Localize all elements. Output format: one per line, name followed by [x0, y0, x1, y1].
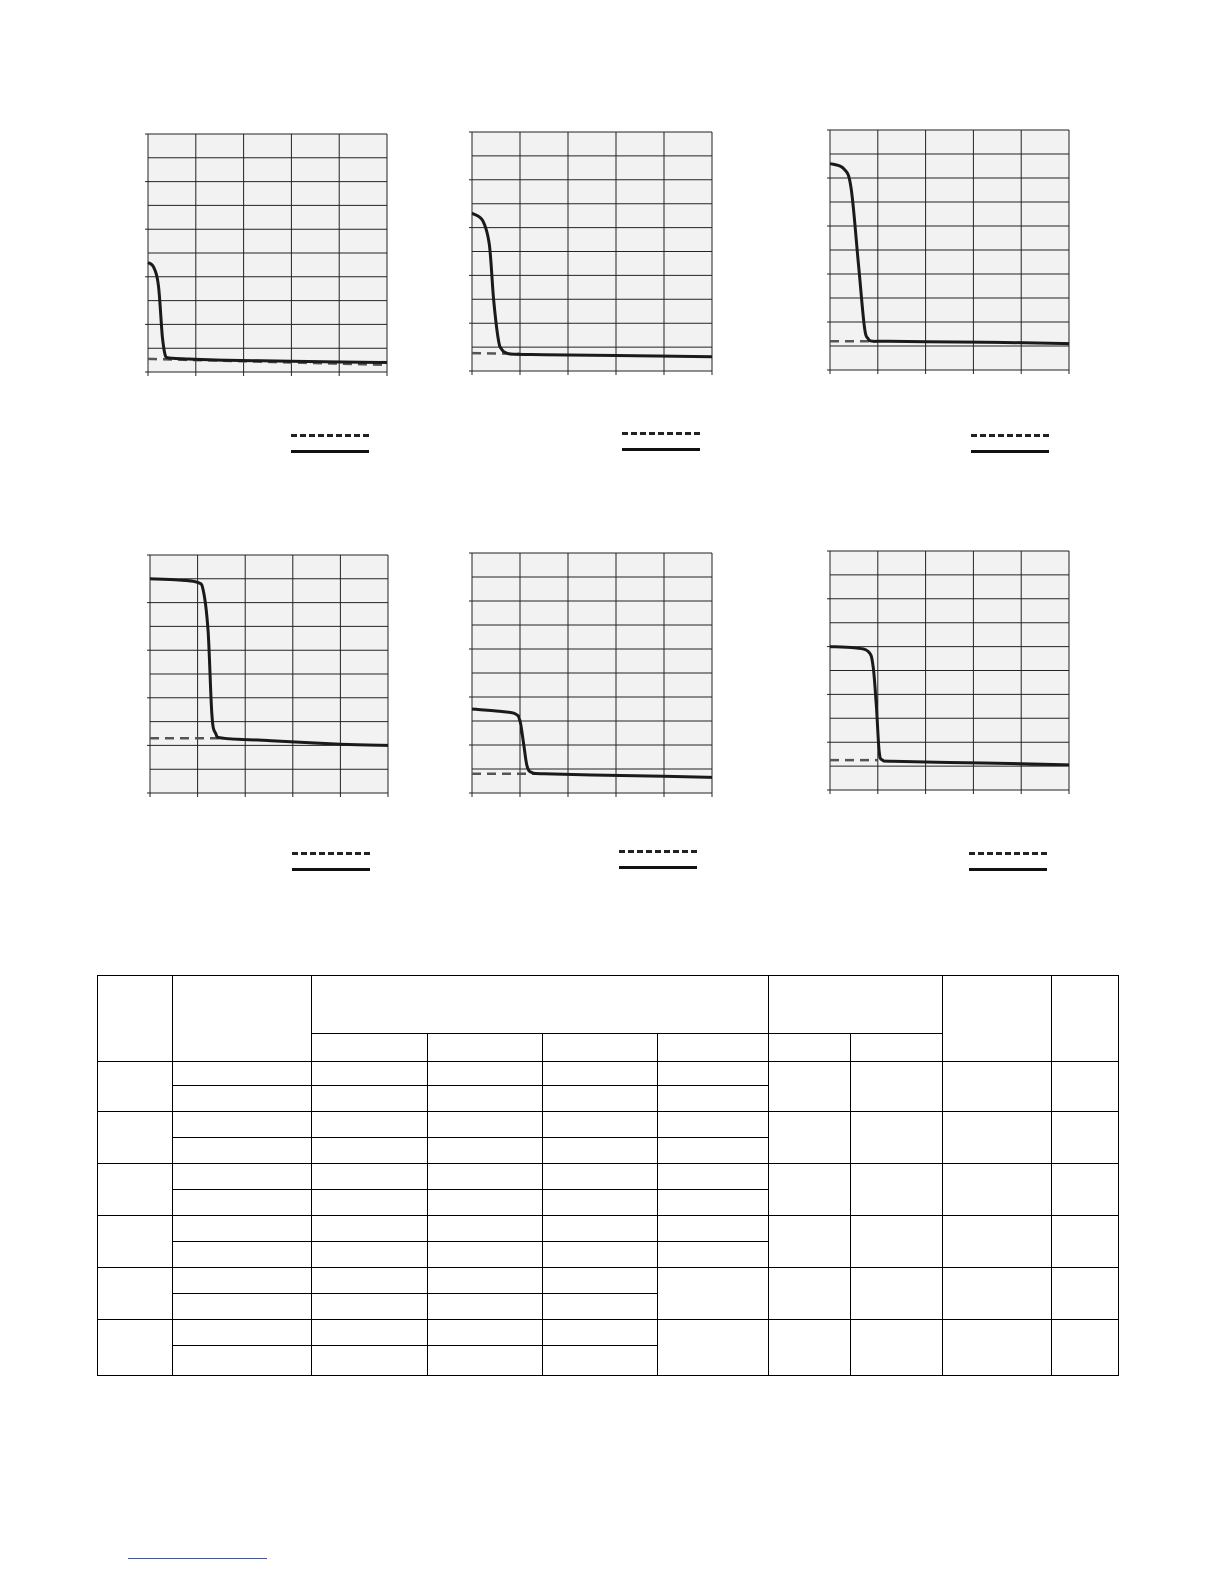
legend-chart-4 — [292, 852, 372, 882]
table-header-cell — [173, 976, 312, 1062]
chart-3 — [830, 130, 1069, 374]
legend-chart-5 — [619, 850, 699, 880]
footnote-separator — [128, 1558, 267, 1559]
legend-dashed-line — [292, 852, 370, 855]
chart-svg — [472, 553, 712, 797]
legend-solid-line — [969, 868, 1047, 871]
table-header-row — [98, 976, 1119, 1034]
chart-2 — [472, 132, 712, 375]
legend-solid-line — [622, 448, 700, 451]
legend-dashed-line — [622, 432, 700, 435]
chart-svg — [830, 130, 1069, 374]
table-header-cell — [769, 976, 943, 1034]
table-row — [98, 1268, 1119, 1294]
chart-svg — [150, 555, 388, 797]
legend-solid-line — [619, 866, 697, 869]
legend-solid-line — [971, 450, 1049, 453]
legend-dashed-line — [291, 434, 369, 437]
legend-chart-3 — [971, 434, 1051, 464]
legend-solid-line — [291, 450, 369, 453]
chart-svg — [830, 551, 1069, 794]
table-header-cell — [312, 1034, 428, 1062]
table-header-cell — [543, 1034, 658, 1062]
chart-1 — [148, 134, 387, 376]
table-header-cell — [1052, 976, 1119, 1062]
table-row — [98, 1164, 1119, 1190]
chart-4 — [150, 555, 388, 797]
chart-svg — [148, 134, 387, 376]
legend-chart-1 — [291, 434, 371, 464]
legend-dashed-line — [971, 434, 1049, 437]
legend-chart-2 — [622, 432, 702, 462]
table-header-cell — [98, 976, 173, 1062]
table-header-cell — [943, 976, 1052, 1062]
chart-5 — [472, 553, 712, 797]
chart-6 — [830, 551, 1069, 794]
legend-solid-line — [292, 868, 370, 871]
table-header-cell — [769, 1034, 851, 1062]
table-row — [98, 1320, 1119, 1346]
table-header-cell — [851, 1034, 943, 1062]
legend-dashed-line — [969, 852, 1047, 855]
table-header-cell — [312, 976, 769, 1034]
chart-svg — [472, 132, 712, 375]
table-header-cell — [428, 1034, 543, 1062]
table-row — [98, 1216, 1119, 1242]
legend-chart-6 — [969, 852, 1049, 882]
table-header-cell — [658, 1034, 769, 1062]
table-row — [98, 1062, 1119, 1086]
table-row — [98, 1112, 1119, 1138]
results-table — [97, 975, 1119, 1376]
legend-dashed-line — [619, 850, 697, 853]
